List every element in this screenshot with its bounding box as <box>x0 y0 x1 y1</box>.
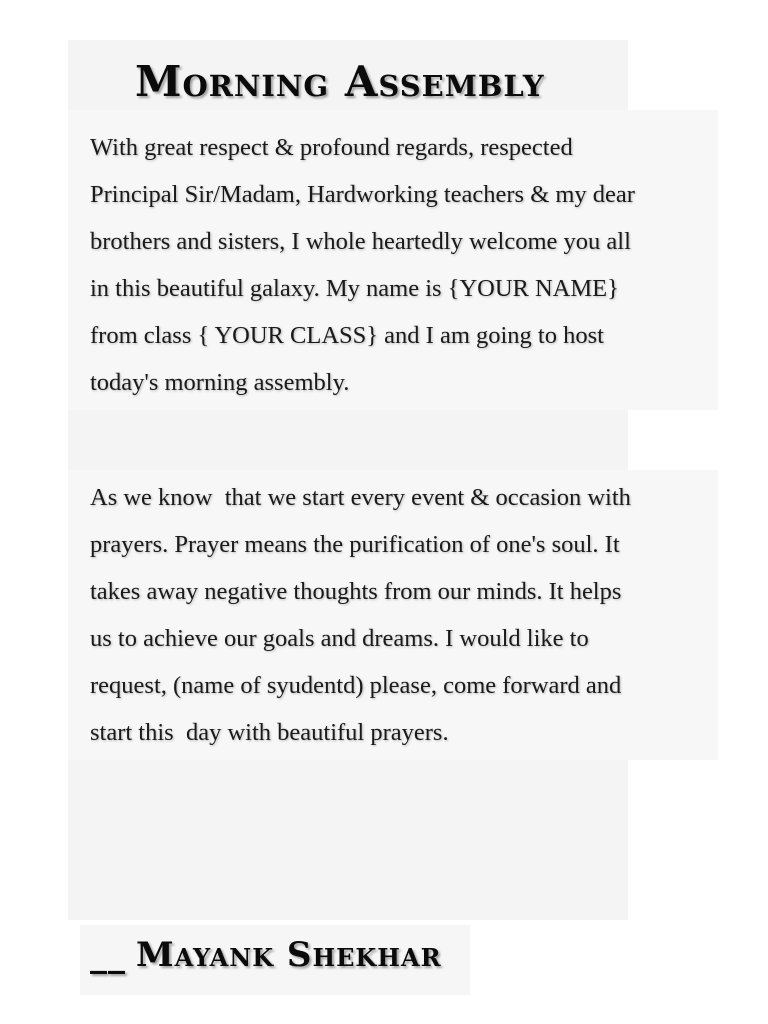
paragraph-line: Principal Sir/Madam, Hardworking teachers & my dear <box>90 181 635 208</box>
paragraph-line: from class { YOUR CLASS} and I am going to host <box>90 322 604 349</box>
paragraph-line: request, (name of syudentd) please, come forward and <box>90 672 622 699</box>
paragraph-line: With great respect & profound regards, respected <box>90 134 573 161</box>
paragraph-line: prayers. Prayer means the purification of one's soul. It <box>90 531 620 558</box>
author-name: Mayank Shekhar <box>136 935 442 975</box>
prayer-paragraph <box>90 474 700 756</box>
paragraph-line: start this day with beautiful prayers. <box>90 719 449 746</box>
paragraph-line: takes away negative thoughts from our minds. It helps <box>90 578 622 605</box>
page-title: Morning Assembly <box>135 57 545 106</box>
paragraph-line: As we know that we start every event & occasion with <box>90 484 631 511</box>
paragraph-line: brothers and sisters, I whole heartedly welcome you all <box>90 228 631 255</box>
paragraph-line: us to achieve our goals and dreams. I would like to <box>90 625 589 652</box>
paragraph-line: in this beautiful galaxy. My name is {YOUR NAME} <box>90 275 619 302</box>
author-signature <box>90 930 442 980</box>
signature-dash: __ <box>90 935 126 975</box>
paragraph-line: today's morning assembly. <box>90 369 350 396</box>
welcome-paragraph <box>90 124 700 406</box>
